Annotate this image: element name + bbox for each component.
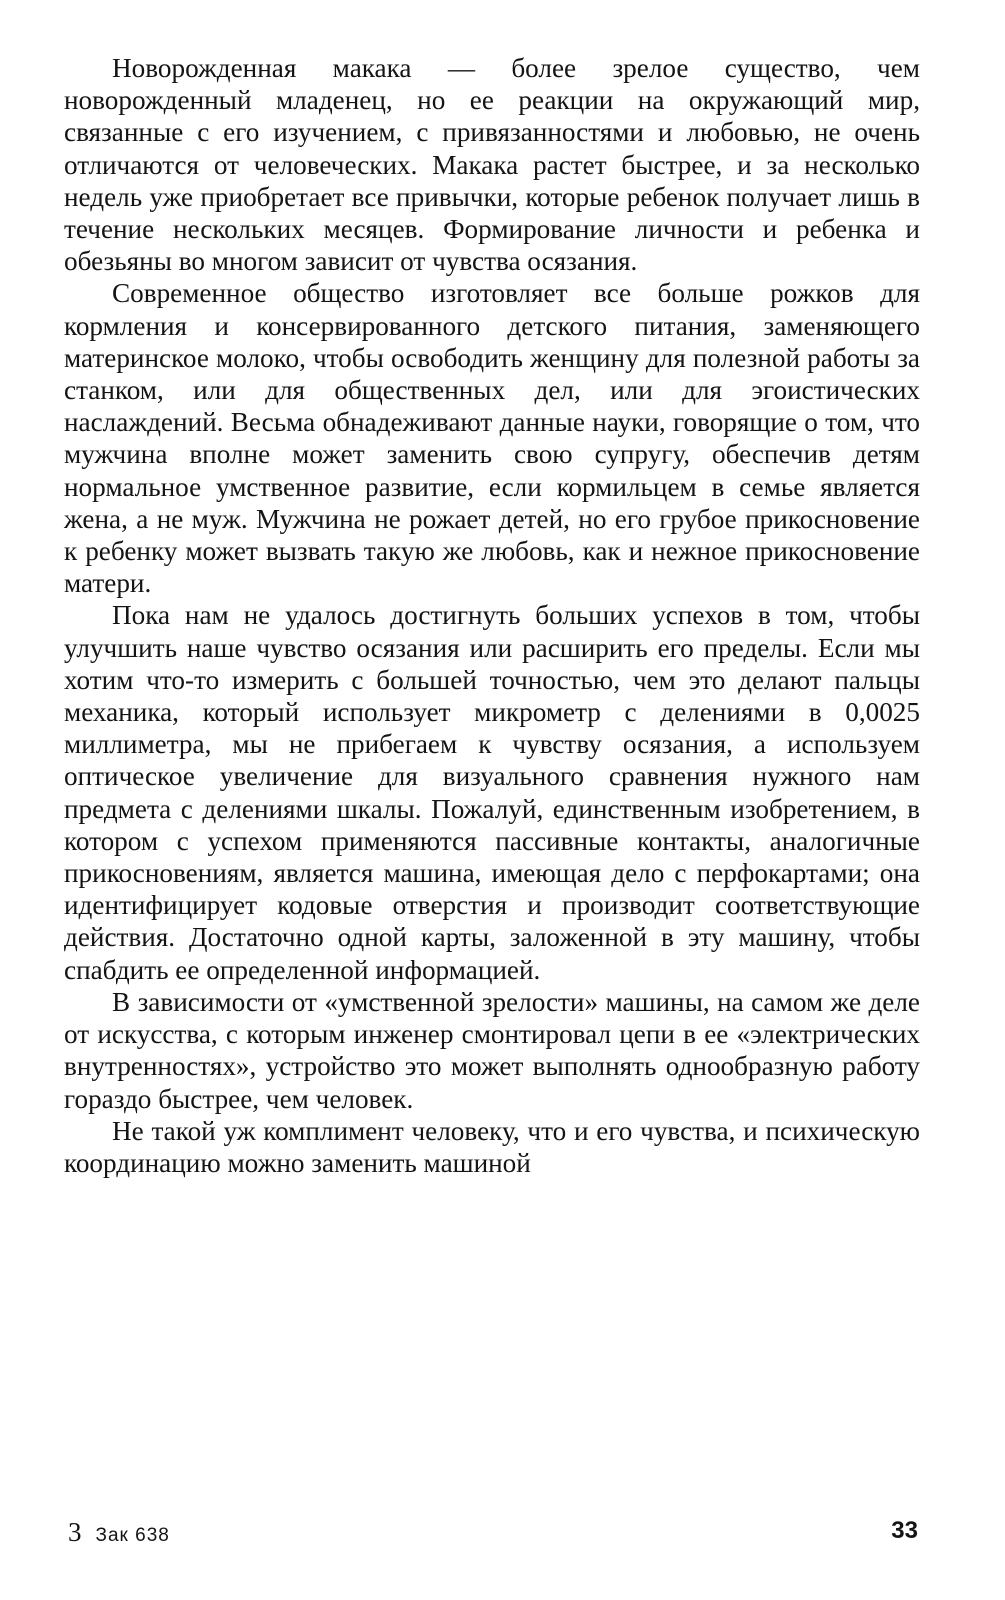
paragraph-5: Не такой уж комплимент человеку, что и его чувства, и психическую координацию можно заменить машиной <box>64 1115 920 1178</box>
order-number: Зак 638 <box>95 1525 170 1546</box>
signature-number: 3 <box>68 1517 82 1547</box>
page-footer <box>64 1517 920 1553</box>
paragraph-4: В зависимости от «умственной зрелости» машины, на самом же деле от искусства, с которым инженер смонтировал цепи в ее «электрических внутренностях», устройство это может выполнять однообразную работу гораздо быстрее, чем человек. <box>64 986 920 1114</box>
printer-signature <box>68 1517 170 1548</box>
page-number: 33 <box>891 1517 918 1544</box>
paragraph-1: Новорожденная макака — более зрелое существо, чем новорожденный младенец, но ее реакции на окружающий мир, связанные с его изучением, с привязанностями и любовью, не очень отличаются от человеческих. Макака растет быстрее, и за несколько недель уже приобретает все привычки, которые ребенок получает лишь в течение нескольких месяцев. Формирование личности и ребенка и обезьяны во многом зависит от чувства осязания. <box>64 53 920 277</box>
book-page <box>64 52 920 1552</box>
paragraph-2: Современное общество изготовляет все больше рожков для кормления и консервированного детского питания, заменяющего материнское молоко, чтобы освободить женщину для полезной работы за станком, или для общественных дел, или для эгоистических наслаждений. Весьма обнадеживают данные науки, говорящие о том, что мужчина вполне может заменить свою супругу, обеспечив детям нормальное умственное развитие, если кормильцем в семье является жена, а не муж. Мужчина не рожает детей, но его грубое прикосновение к ребенку может вызвать такую же любовь, как и нежное прикосновение матери. <box>64 278 920 599</box>
paragraph-3: Пока нам не удалось достигнуть больших успехов в том, чтобы улучшить наше чувство осязания или расширить его пределы. Если мы хотим что-то измерить с большей точностью, чем это делают пальцы механика, который использует микрометр с делениями в 0,0025 миллиметра, мы не прибегаем к чувству осязания, а используем оптическое увеличение для визуального сравнения нужного нам предмета с делениями шкалы. Пожалуй, единственным изобретением, в котором с успехом применяются пассивные контакты, аналогичные прикосновениям, является машина, имеющая дело с перфокартами; она идентифицирует кодовые отверстия и производит соответствующие действия. Достаточно одной карты, заложенной в эту машину, чтобы спабдить ее определенной информацией. <box>64 600 920 985</box>
